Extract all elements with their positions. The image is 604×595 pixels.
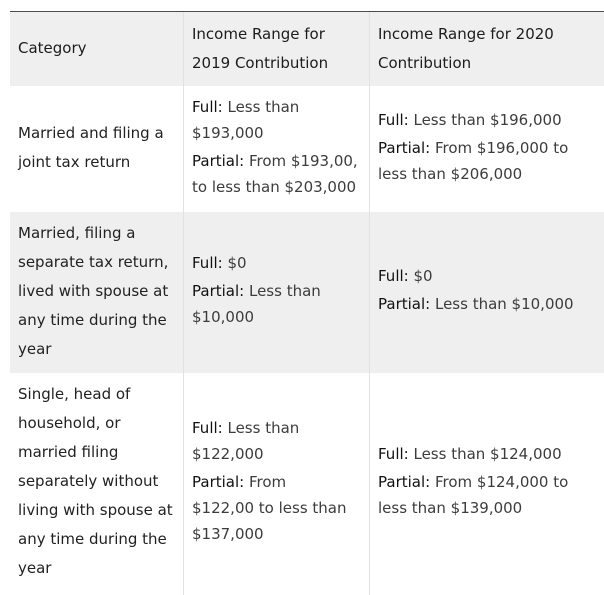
full-label: Full:: [192, 419, 223, 437]
full-range-entry: [192, 94, 364, 146]
category-cell: [10, 373, 183, 595]
partial-label: Partial:: [192, 152, 245, 170]
full-range-entry: [378, 107, 600, 133]
partial-label: Partial:: [378, 139, 431, 157]
partial-value: From $122,00 to less than $137,000: [192, 473, 347, 543]
partial-value: From $193,00, to less than $203,000: [192, 152, 358, 196]
partial-range-entry: [192, 278, 364, 330]
partial-range-entry: [192, 469, 352, 547]
partial-value: Less than $10,000: [430, 295, 574, 313]
header-cell-2020: [369, 12, 604, 86]
full-label: Full:: [378, 111, 409, 129]
range-2019-cell: [183, 373, 369, 595]
partial-range-entry: [378, 291, 600, 317]
range-2019-cell: [183, 212, 369, 373]
full-label: Full:: [192, 254, 223, 272]
income-range-table: [10, 11, 604, 595]
range-2020-cell: [369, 212, 604, 373]
header-2019-text: Income Range for 2019 Contribution: [192, 25, 329, 72]
full-value: Less than $124,000: [408, 445, 562, 463]
header-2020-text: Income Range for 2020 Contribution: [378, 25, 554, 72]
full-range-entry: [192, 250, 364, 276]
category-text: Married and filing a joint tax return: [18, 124, 164, 171]
table-header-row: [10, 12, 604, 86]
partial-range-entry: [192, 148, 364, 200]
full-value: Less than $193,000: [192, 98, 300, 142]
partial-value: From $124,000 to less than $139,000: [378, 473, 569, 517]
table-row: [10, 212, 604, 373]
partial-label: Partial:: [378, 295, 431, 313]
full-range-entry: [378, 441, 600, 467]
header-category-text: Category: [18, 39, 87, 57]
partial-value: From $196,000 to less than $206,000: [378, 139, 569, 183]
category-text: Married, filing a separate tax return, lived with spouse at any time during the year: [18, 224, 169, 358]
range-2020-cell: [369, 373, 604, 595]
range-2019-cell: [183, 86, 369, 212]
full-label: Full:: [378, 445, 409, 463]
category-text: Single, head of household, or married filing separately without living with spouse at any time during the year: [18, 385, 173, 577]
partial-range-entry: [378, 469, 600, 521]
header-cell-category: [10, 12, 183, 86]
partial-label: Partial:: [378, 473, 431, 491]
table-row: [10, 373, 604, 595]
full-range-entry: [192, 415, 352, 467]
full-value: Less than $196,000: [408, 111, 562, 129]
header-cell-2019: [183, 12, 369, 86]
partial-range-entry: [378, 135, 600, 187]
table-row: [10, 86, 604, 212]
category-cell: [10, 212, 183, 373]
full-value: Less than $122,000: [192, 419, 300, 463]
full-value: $0: [408, 267, 433, 285]
full-range-entry: [378, 263, 600, 289]
range-2020-cell: [369, 86, 604, 212]
category-cell: [10, 86, 183, 212]
full-label: Full:: [192, 98, 223, 116]
full-label: Full:: [378, 267, 409, 285]
full-value: $0: [222, 254, 247, 272]
partial-label: Partial:: [192, 473, 245, 491]
partial-label: Partial:: [192, 282, 245, 300]
partial-value: Less than $10,000: [192, 282, 321, 326]
